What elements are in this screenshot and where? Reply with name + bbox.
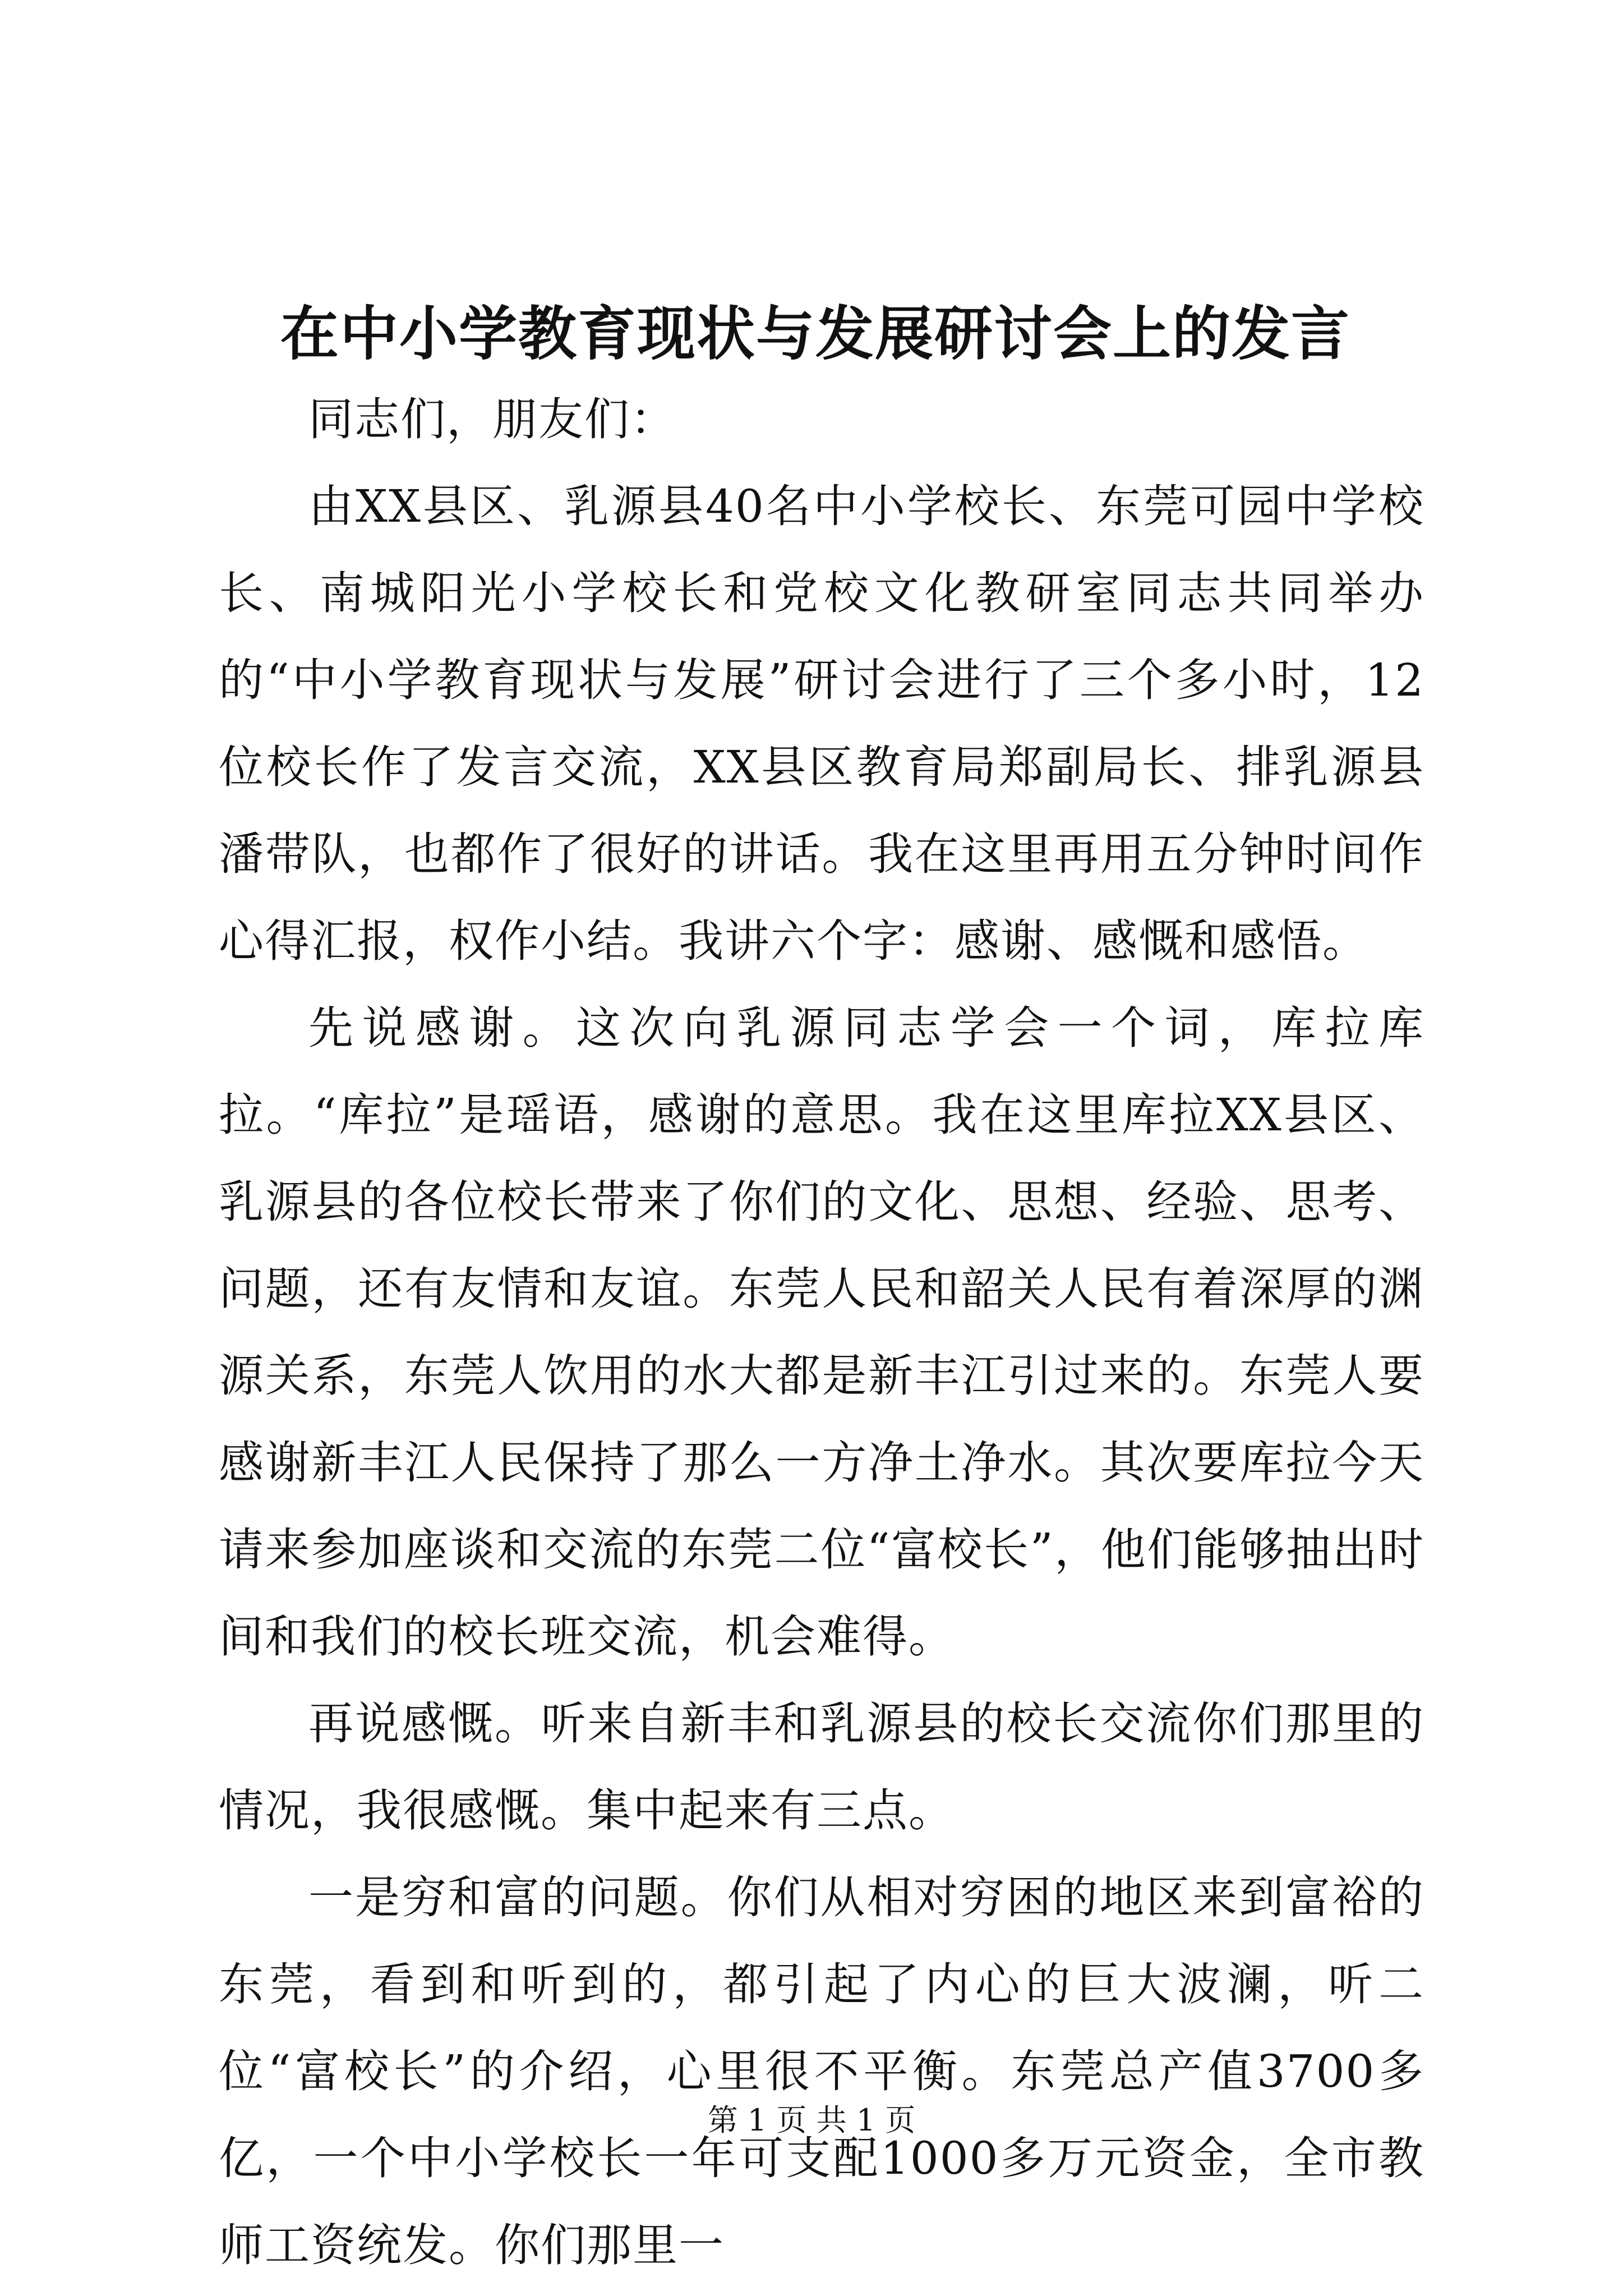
paragraph-intro: 由XX县区、乳源县40名中小学校长、东莞可园中学校长、南城阳光小学校长和党校文化教研室同志共同举办的“中小学教育现状与发展”研讨会进行了三个多小时，12位校长作了发言交流，XX县区教育局郑副局长、排乳源县潘带队，也都作了很好的讲话。我在这里再用五分钟时间作心得汇报，权作小结。我讲六个字：感谢、感慨和感悟。 xyxy=(219,480,1424,967)
salutation: 同志们，朋友们： xyxy=(308,393,676,445)
page-footer: 第 1 页 共 1 页 xyxy=(707,2102,916,2138)
paragraph-feelings: 再说感慨。听来自新丰和乳源县的校长交流你们那里的情况，我很感慨。集中起来有三点。 xyxy=(219,1697,1424,1837)
paragraph-poverty-wealth: 一是穷和富的问题。你们从相对穷困的地区来到富裕的东莞，看到和听到的，都引起了内心的巨大波澜，听二位“富校长”的介绍，心里很不平衡。东莞总产值3700多亿，一个中小学校长一年可支配1000多万元资金，全市教师工资统发。你们那里一 xyxy=(219,1871,1424,2271)
document-body xyxy=(219,376,1424,2289)
paragraph-thanks: 先说感谢。这次向乳源同志学会一个词，库拉库拉。“库拉”是瑶语，感谢的意思。我在这里库拉XX县区、乳源县的各位校长带来了你们的文化、思想、经验、思考、问题，还有友情和友谊。东莞人民和韶关人民有着深厚的渊源关系，东莞人饮用的水大都是新丰江引过来的。东莞人要感谢新丰江人民保持了那么一方净土净水。其次要库拉今天请来参加座谈和交流的东莞二位“富校长”，他们能够抽出时间和我们的校长班交流，机会难得。 xyxy=(219,1002,1424,1663)
document-title: 在中小学教育现状与发展研讨会上的发言 xyxy=(280,299,1351,368)
document-content xyxy=(219,292,1424,2289)
